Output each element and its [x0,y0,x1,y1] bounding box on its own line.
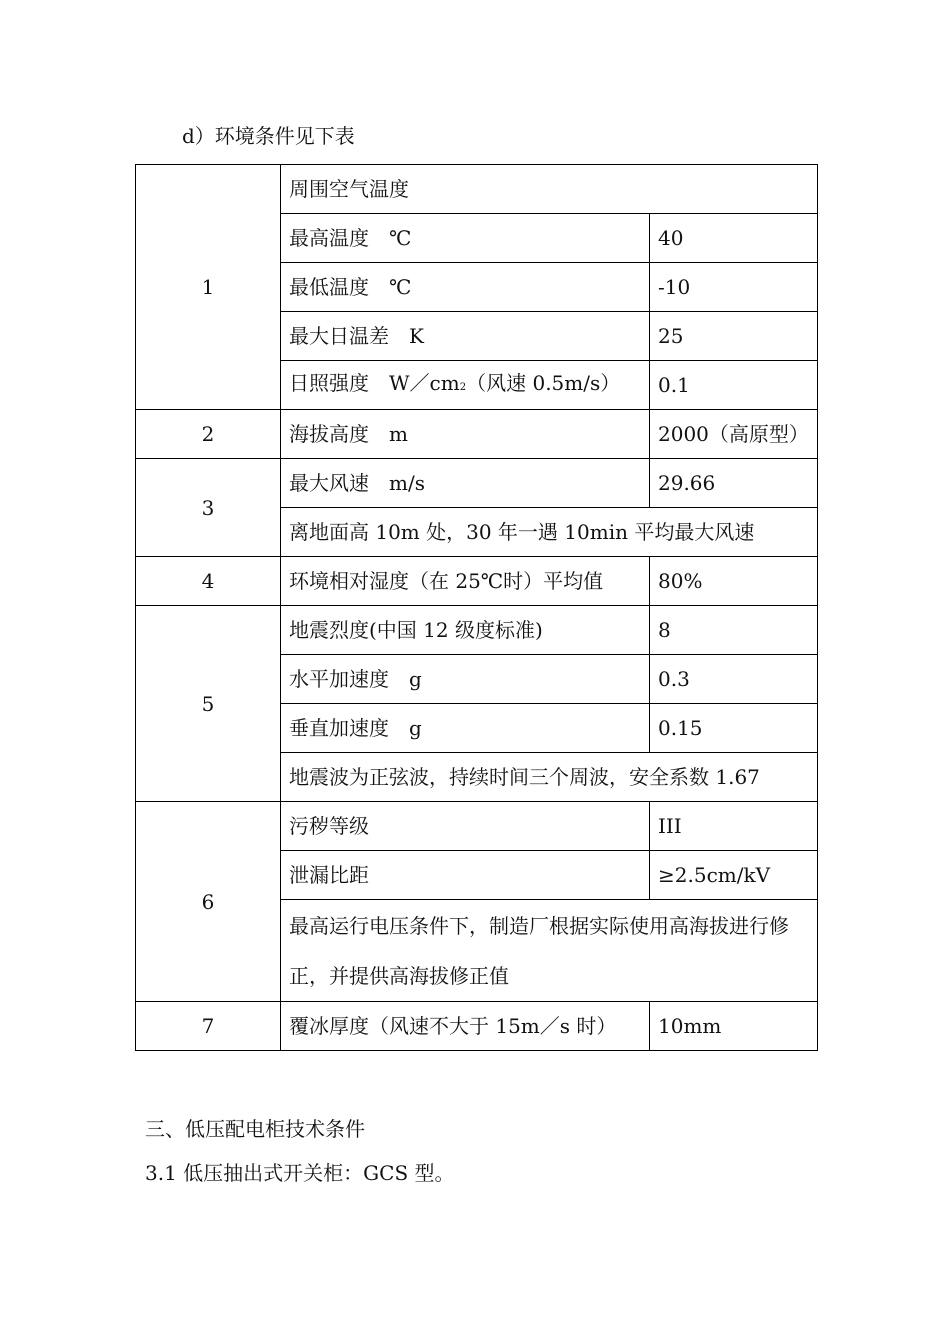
table-cell-note: 地震波为正弦波，持续时间三个周波，安全系数 1.67 [281,753,818,802]
table-row [136,1002,818,1051]
table-cell-value: III [650,802,818,851]
table-cell-label: 覆冰厚度（风速不大于 15m／s 时） [281,1002,650,1051]
label-part: （风速 0.5m/s） [466,370,621,395]
row-number: 6 [136,802,281,1002]
intro-text: d）环境条件见下表 [182,124,355,148]
table-cell-label: 泄漏比距 [281,851,650,900]
table-cell-label: 环境相对湿度（在 25℃时）平均值 [281,557,650,606]
table-row [136,410,818,459]
row-number: 1 [136,165,281,410]
table-cell-value: 25 [650,312,818,361]
table-cell-label: 最低温度 ℃ [281,263,650,312]
table-row [136,165,818,214]
table-row [136,557,818,606]
table-row [136,459,818,508]
table-cell-value: -10 [650,263,818,312]
table-row [136,802,818,851]
table-cell-value: 0.15 [650,704,818,753]
table-cell-value: 8 [650,606,818,655]
table-cell-value: 40 [650,214,818,263]
table-cell-label: 水平加速度 g [281,655,650,704]
table-cell-label: 垂直加速度 g [281,704,650,753]
table-cell-value: 80% [650,557,818,606]
table-cell-header: 周围空气温度 [281,165,818,214]
section-heading: 三、低压配电柜技术条件 [145,1117,365,1141]
table-cell-label: 最高温度 ℃ [281,214,650,263]
row-number: 2 [136,410,281,459]
table-cell-note: 最高运行电压条件下，制造厂根据实际使用高海拔进行修正，并提供高海拔修正值 [281,900,818,1002]
row-number: 4 [136,557,281,606]
table-cell-value: 29.66 [650,459,818,508]
table-cell-label: 最大风速 m/s [281,459,650,508]
table-cell-value: ≥2.5cm/kV [650,851,818,900]
table-cell-label [281,361,650,410]
superscript: 2 [459,381,467,393]
row-number: 3 [136,459,281,557]
row-number: 5 [136,606,281,802]
table-cell-value: 0.1 [650,361,818,410]
table-cell-label: 污秽等级 [281,802,650,851]
table-cell-value: 2000（高原型） [650,410,818,459]
table-cell-note: 离地面高 10m 处，30 年一遇 10min 平均最大风速 [281,508,818,557]
row-number: 7 [136,1002,281,1051]
table-row [136,606,818,655]
table-cell-value: 0.3 [650,655,818,704]
environment-conditions-table [135,164,818,1051]
label-part: 日照强度 W／cm [289,370,460,395]
table-cell-value: 10mm [650,1002,818,1051]
section-paragraph: 3.1 低压抽出式开关柜：GCS 型。 [145,1161,455,1185]
table-cell-label: 最大日温差 K [281,312,650,361]
table-cell-label: 海拔高度 m [281,410,650,459]
table-cell-label: 地震烈度(中国 12 级度标准) [281,606,650,655]
